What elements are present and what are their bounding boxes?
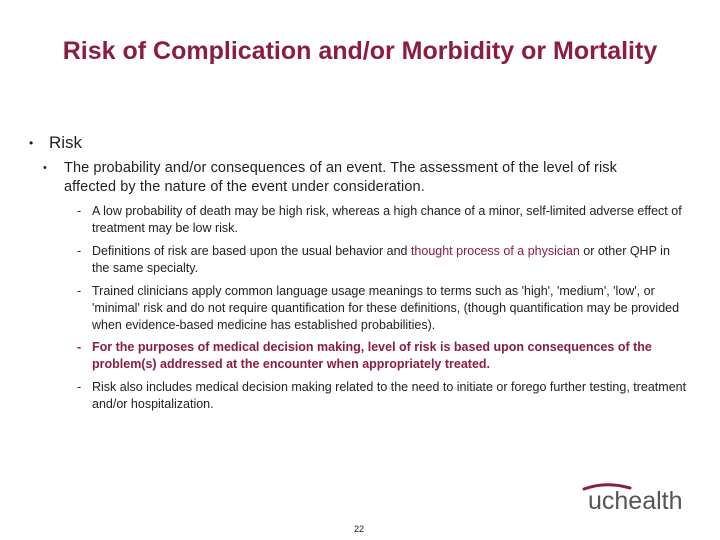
sub-bullet-text-post: or other QHP in the same specialty. xyxy=(92,244,670,275)
highlighted-phrase: thought process of a physician xyxy=(410,244,580,258)
sub-bullet-text: Trained clinicians apply common language usage meanings to terms such as 'high', 'medium', 'low', or 'minimal' risk and do not require quantification for these definitions, (though quantification may be provided when evidence-based medicine has established probabilities). xyxy=(92,284,680,332)
sub-bullet-mdm-purposes xyxy=(77,339,687,373)
dash-marker: - xyxy=(77,284,82,298)
dash-marker: - xyxy=(77,340,82,354)
dash-marker: - xyxy=(77,204,82,218)
sub-bullet-text: For the purposes of medical decision making, level of risk is based upon consequences of the problem(s) addressed at the encounter when appropriately treated. xyxy=(92,340,652,371)
dash-marker: - xyxy=(77,380,82,394)
sub-bullet-text-pre: Definitions of risk are based upon the usual behavior and xyxy=(92,244,411,258)
slide-title: Risk of Complication and/or Morbidity or Mortality xyxy=(62,37,658,65)
sub-bullet-low-probability xyxy=(77,203,687,237)
bullet-level2 xyxy=(43,159,673,197)
sub-bullet-text: A low probability of death may be high risk, whereas a high chance of a minor, self-limited adverse effect of treatment may be low risk. xyxy=(92,204,682,235)
page-number: 22 xyxy=(354,524,365,534)
sub-bullet-text xyxy=(92,243,687,277)
bullet-level2-text: The probability and/or consequences of an event. The assessment of the level of risk affected by the nature of the event under consideration. xyxy=(64,160,617,195)
dash-marker: - xyxy=(77,244,82,258)
logo-wordmark: uchealth xyxy=(588,487,683,515)
sub-bullet-trained-clinicians xyxy=(77,283,687,334)
bullet-dot: • xyxy=(29,136,34,150)
bullet-level1-text: Risk xyxy=(49,133,83,152)
sub-bullet-definitions xyxy=(77,243,687,277)
sub-bullet-risk-includes xyxy=(77,379,687,413)
uchealth-logo xyxy=(582,482,697,516)
bullet-dot: • xyxy=(43,162,47,174)
sub-bullet-text: Risk also includes medical decision making related to the need to initiate or forego further testing, treatment and/or hospitalization. xyxy=(92,380,687,411)
